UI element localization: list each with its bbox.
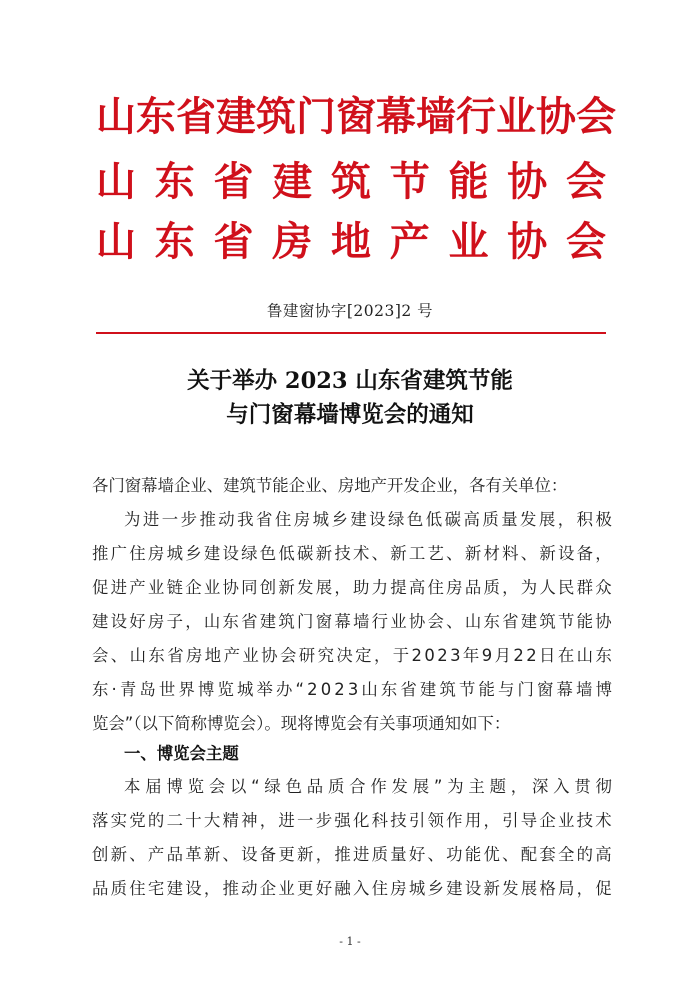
paragraph-line: 会 、 山 东 省 房 地 产 业 协 会 研 究 决 定 ， 于 2 0 2 3 年 9 月 2 2 日 在 山 东 [92,646,612,665]
red-divider-line [96,332,606,334]
issuer-name-3: 山 东 省 房 地 产 业 协 会 [96,218,606,265]
paragraph-line: 落 实 党 的 二 十 大 精 神 ， 进 一 步 强 化 科 技 引 领 作 用 ， 引 导 企 业 技 术 [92,811,612,830]
paragraph-line: 览会”（以下简称博览会）。现将博览会有关事项通知如下： [92,714,511,733]
issuer-name-1: 山 东 省 建 筑 门 窗 幕 墙 行 业 协 会 [96,93,616,140]
paragraph-line: 本 届 博 览 会 以 “ 绿 色 品 质 合 作 发 展 ” 为 主 题 ， 深 入 贯 彻 [124,777,612,796]
paragraph-line: 为 进 一 步 推 动 我 省 住 房 城 乡 建 设 绿 色 低 碳 高 质 量 发 展 ， 积 极 [124,510,612,529]
paragraph-line: 建 设 好 房 子 ， 山 东 省 建 筑 门 窗 幕 墙 行 业 协 会 、 山 东 省 建 筑 节 能 协 [92,612,612,631]
page-number: - 1 - [339,935,361,948]
paragraph-line: 创 新 、 产 品 革 新 、 设 备 更 新 ， 推 进 质 量 好 、 功 能 优 、 配 套 全 的 高 [92,845,612,864]
salutation: 各门窗幕墙企业、建筑节能企业、房地产开发企业，各有关单位： [92,476,568,495]
paragraph-line: 推 广 住 房 城 乡 建 设 绿 色 低 碳 新 技 术 、 新 工 艺 、 新 材 料 、 新 设 备 ， [92,544,612,563]
title-line-2: 与门窗幕墙博览会的通知 [226,402,474,428]
paragraph-line: 东 · 青 岛 世 界 博 览 城 举 办 “ 2 0 2 3 山 东 省 建 筑 节 能 与 门 窗 幕 墙 博 [92,680,612,699]
document-number: 鲁建窗协字[2023]2 号 [266,302,434,320]
paragraph-line: 品 质 住 宅 建 设 ， 推 动 企 业 更 好 融 入 住 房 城 乡 建 设 新 发 展 格 局 ， 促 [92,879,612,898]
title-line-1: 关于举办 2023 山东省建筑节能 [187,368,513,394]
paragraph-line: 促 进 产 业 链 企 业 协 同 创 新 发 展 ， 助 力 提 高 住 房 品 质 ， 为 人 民 群 众 [92,578,612,597]
section-heading: 一、博览会主题 [124,744,239,763]
issuer-name-2: 山 东 省 建 筑 节 能 协 会 [96,158,606,205]
